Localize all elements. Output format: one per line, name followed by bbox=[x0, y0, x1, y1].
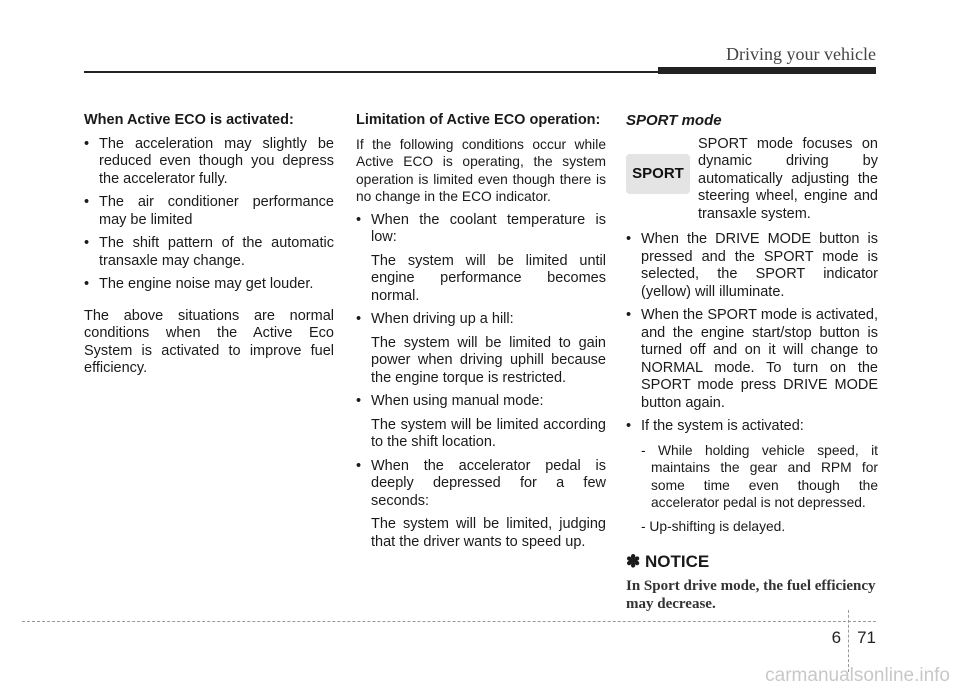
bullet-item: • When the DRIVE MODE button is pressed and the SPORT mode is selected, the SPORT indicator (yellow) will illuminate. bbox=[626, 231, 878, 301]
bullet-item: • When the accelerator pedal is deeply depressed for a few seconds: bbox=[356, 458, 606, 511]
column-middle bbox=[356, 112, 606, 557]
bullet-detail: The system will be limited, judging that the driver wants to speed up. bbox=[371, 516, 606, 550]
page-number bbox=[832, 628, 876, 648]
bullet-item: • The air conditioner performance may be limited bbox=[84, 194, 334, 229]
bullet-item: • The acceleration may slightly be reduced even though you depress the accelerator fully. bbox=[84, 136, 334, 189]
notice-heading: ✽ NOTICE bbox=[626, 552, 710, 571]
limitation-intro: If the following conditions occur while Active ECO is operating, the system operation is limited even though there is no change in the ECO indicator. bbox=[356, 136, 606, 204]
notice-text: In Sport drive mode, the fuel efficiency may decrease. bbox=[626, 577, 876, 612]
sport-mode-title: SPORT mode bbox=[626, 112, 722, 129]
sport-indicator-icon: SPORT bbox=[626, 154, 690, 194]
limitation-heading: Limitation of Active ECO operation: bbox=[356, 112, 601, 128]
column-right bbox=[626, 112, 878, 613]
section-title: Driving your vehicle bbox=[726, 44, 876, 64]
sport-intro: SPORT mode focuses on dynamic driving by automatically adjusting the steering wheel, engine and transaxle system. bbox=[698, 135, 878, 222]
bullet-item: • When the coolant temperature is low: bbox=[356, 212, 606, 247]
bullet-detail: The system will be limited until engine performance becomes normal. bbox=[371, 252, 606, 304]
bullet-item: • When driving up a hill: bbox=[356, 311, 606, 329]
bullet-detail: The system will be limited to gain power when driving uphill because the engine torque is restricted. bbox=[371, 334, 606, 386]
column-left bbox=[84, 112, 334, 378]
active-eco-heading: When Active ECO is activated: bbox=[84, 112, 294, 128]
footer-rule bbox=[22, 621, 876, 622]
chapter-number: 6 bbox=[831, 628, 842, 647]
bullet-item: • The shift pattern of the automatic transaxle may change. bbox=[84, 235, 334, 270]
dash-item: - While holding vehicle speed, it maintains the gear and RPM for some time even though the accelerator pedal is not depressed. bbox=[641, 442, 878, 510]
bullet-item: • If the system is activated: bbox=[626, 418, 878, 436]
bullet-item: • When using manual mode: bbox=[356, 393, 606, 411]
header-rule-accent bbox=[658, 67, 876, 74]
bullet-item: • The engine noise may get louder. bbox=[84, 276, 334, 294]
bullet-item: • When the SPORT mode is activated, and the engine start/stop button is turned off and on it will change to NORMAL mode. To turn on the SPORT mode press DRIVE MODE button again. bbox=[626, 307, 878, 412]
sport-intro-block bbox=[626, 134, 878, 224]
watermark: carmanualsonline.info bbox=[765, 665, 950, 686]
active-eco-note: The above situations are normal conditions when the Active Eco System is activated to improve fuel efficiency. bbox=[84, 307, 334, 376]
dash-item: - Up-shifting is delayed. bbox=[641, 518, 786, 534]
bullet-detail: The system will be limited according to the shift location. bbox=[371, 416, 606, 450]
page-number-value: 71 bbox=[857, 628, 876, 647]
